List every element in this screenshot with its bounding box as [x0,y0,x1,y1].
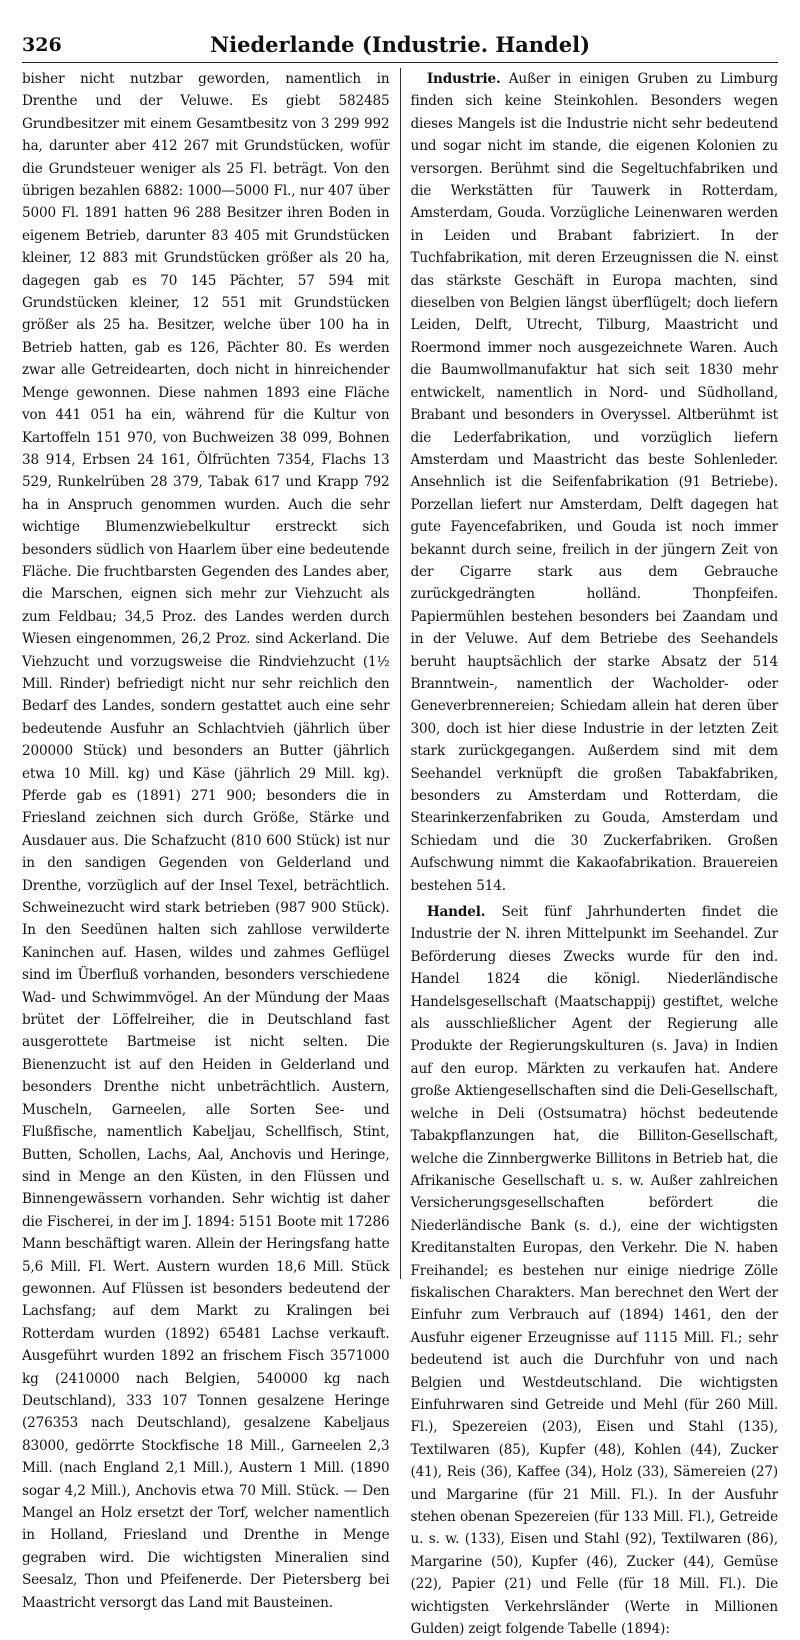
page-title: Niederlande (Industrie. Handel) [209,32,591,57]
page-header [22,28,778,63]
section-text-industrie: Außer in einigen Gruben zu Limburg finden sich keine Steinkohlen. Besonders wegen dieses Mangels ist die Industrie nicht sehr bedeutend und sogar nicht im stande, die eigenen Kolonien zu versorgen. Berühmt sind die Segeltuchfabriken und die Werkstätten für Tauwerk in Rotterdam, Amsterdam, Gouda. Vorzügliche Leinenwaren werden in Leiden und Brabant fabriziert. In der Tuchfabrikation, mit deren Erzeugnissen die N. einst das stärkste Geschäft in Europa machten, sind dieselben von Belgien längst überflügelt; doch liefern Leiden, Delft, Utrecht, Tilburg, Maastricht und Roermond immer noch ausgezeichnete Waren. Auch die Baumwollmanufaktur hat sich seit 1830 mehr entwickelt, namentlich in Nord- und Südholland, Brabant und besonders in Overyssel. Altberühmt ist die Lederfabrikation, und vorzüglich liefern Amsterdam und Maastricht das beste Sohlenleder. Ansehnlich ist die Seifenfabrikation (91 Betriebe). Porzellan liefert nur Amsterdam, Delft dagegen hat gute Fayencefabriken, und Gouda ist noch immer bekannt durch seine, freilich in der jüngern Zeit von der Cigarre stark aus dem Gebrauche zurückgedrängten holländ. Thonpfeifen. Papiermühlen bestehen besonders bei Zaandam und in der Veluwe. Auf dem Betriebe des Seehandels beruht hauptsächlich der starke Absatz der 514 Branntwein-, namentlich der Wacholder- oder Geneverbrennereien; Schiedam allein hat deren über 300, doch ist hier diese Industrie in der letzten Zeit stark zurückgegangen. Außerdem sind mit dem Seehandel verknüpft die großen Tabakfabriken, besonders zu Amsterdam und Rotterdam, die Stearinkerzenfabriken zu Gouda, Amsterdam und Schiedam und die 30 Zuckerfabriken. Großen Aufschwung nimmt die Kakaofabrikation. Brauereien bestehen 514. [410,71,778,894]
right-column [401,68,779,1638]
page-number: 326 [22,34,62,56]
left-column-text: bisher nicht nutzbar geworden, namentlich in Drenthe und der Veluwe. Es giebt 582485 Grundbesitzer mit einem Gesamtbesitz von 3 299 992 ha, darunter aber 412 267 mit Grundstücken, wofür die Grundsteuer weniger als 25 Fl. beträgt. Von den übrigen bezahlen 6882: 1000—5000 Fl., nur 407 über 5000 Fl. 1891 hatten 96 288 Besitzer ihren Boden in eigenem Betrieb, darunter 83 405 mit Grundstücken kleiner, 12 883 mit Grundstücken größer als 20 ha, dagegen gab es 70 145 Pächter, 57 594 mit Grundstücken kleiner, 12 551 mit Grundstücken größer als 25 ha. Besitzer, welche über 100 ha in Betrieb hatten, gab es 126, Pächter 80. Es werden zwar alle Getreidearten, doch nicht in hinreichender Menge gewonnen. Diese nahmen 1893 eine Fläche von 441 051 ha ein, während für die Kultur von Kartoffeln 151 970, von Buchweizen 38 099, Bohnen 38 914, Erbsen 24 161, Ölfrüchten 7354, Flachs 13 529, Runkelrüben 28 379, Tabak 617 und Krapp 792 ha in Anspruch genommen wurden. Auch die sehr wichtige Blumenzwiebelkultur erstreckt sich besonders südlich von Haarlem über eine bedeutende Fläche. Die fruchtbarsten Gegenden des Landes aber, die Marschen, eignen sich mehr zur Viehzucht als zum Feldbau; 34,5 Proz. des Landes werden durch Wiesen eingenommen, 26,2 Proz. sind Ackerland. Die Viehzucht und vorzugsweise die Rindviehzucht (1½ Mill. Rinder) befriedigt nicht nur sehr reichlich den Bedarf des Landes, sondern gestattet auch eine sehr bedeutende Ausfuhr an Schlachtvieh (jährlich über 200000 Stück) und besonders an Butter (jährlich etwa 10 Mill. kg) und Käse (jährlich 29 Mill. kg). Pferde gab es (1891) 271 900; besonders die in Friesland zeichnen sich durch Größe, Stärke und Ausdauer aus. Die Schafzucht (810 600 Stück) ist nur in den sandigen Gegenden von Gelderland und Drenthe, vorzüglich auf der Insel Texel, beträchtlich. Schweinezucht wird stark betrieben (987 900 Stück). In den Seedünen halten sich zahllose verwilderte Kaninchen auf. Hasen, wildes und zahmes Geflügel sind im Überfluß vorhanden, besonders verschiedene Wad- und Schwimmvögel. An der Mündung der Maas brütet der Löffelreiher, die in Deutschland fast ausgerottete Bartmeise ist nicht selten. Die Bienenzucht ist auf den Heiden in Gelderland und besonders Drenthe nicht unbeträchtlich. Austern, Muscheln, Garneelen, alle Sorten See- und Flußfische, namentlich Kabeljau, Schellfisch, Stint, Butten, Schollen, Lachs, Aal, Anchovis und Heringe, sind in Menge an den Küsten, in den Flüssen und Binnengewässern vorhanden. Sehr wichtig ist daher die Fischerei, in der im J. 1894: 5151 Boote mit 17286 Mann beschäftigt waren. Allein der Heringsfang hatte 5,6 Mill. Fl. Wert. Austern wurden 18,6 Mill. Stück gewonnen. Auf Flüssen ist besonders bedeutend der Lachsfang; auf dem Markt zu Kralingen bei Rotterdam wurden (1892) 65481 Lachse verkauft. Ausgeführt wurden 1892 an frischem Fisch 3571000 kg (2410000 nach Belgien, 540000 kg nach Deutschland), 333 107 Tonnen gesalzene Heringe (276353 nach Deutschland), gesalzene Kabeljaus 83000, gedörrte Stockfische 18 Mill., Garneelen 2,3 Mill. (nach England 2,1 Mill.), Austern 1 Mill. (1890 sogar 4,2 Mill.), Anchovis etwa 70 Mill. Stück. — Den Mangel an Holz ersetzt der Torf, welcher namentlich in Holland, Friesland und Drenthe in Menge gegraben wird. Die wichtigsten Mineralien sind Seesalz, Thon und Pfeifenerde. Der Pietersberg bei Maastricht versorgt das Land mit Bausteinen. [22,71,390,1611]
left-column [22,68,400,1611]
section-industrie [411,68,779,897]
section-handel [411,901,779,1640]
text-columns [22,68,778,1638]
section-text-handel: Seit fünf Jahrhunderten findet die Industrie der N. ihren Mittelpunkt im Seehandel. Zur Beförderung dieses Zwecks wurde für den ind. Handel 1824 die königl. Niederländische Handelsgesellschaft (Maatschappij) gestiftet, welche als ausschließlicher Agent der Regierung alle Produkte der Regierungskulturen (s. Java) in Indien auf den europ. Märkten zu verkaufen hat. Andere große Aktiengesellschaften sind die Deli-Gesellschaft, welche in Deli (Ostsumatra) höchst bedeutende Tabakpflanzungen hat, die Billiton-Gesellschaft, welche die Zinnbergwerke Billitons in Betrieb hat, die Afrikanische Gesellschaft u. s. w. Außer zahlreichen Versicherungsgesellschaften befördert die Niederländische Bank (s. d.), eine der wichtigsten Kreditanstalten Europas, den Verkehr. Die N. haben Freihandel; es bestehen nur einige niedrige Zölle fiskalischen Charakters. Man berechnet den Wert der Einfuhr zum Verbrauch auf (1894) 1461, den der Ausfuhr eigener Erzeugnisse auf 1115 Mill. Fl.; sehr bedeutend ist auch die Durchfuhr von und nach Belgien und Westdeutschland. Die wichtigsten Einfuhrwaren sind Getreide und Mehl (für 260 Mill. Fl.), Spezereien (203), Eisen und Stahl (135), Textilwaren (85), Kupfer (48), Kohlen (44), Zucker (41), Reis (36), Kaffee (34), Holz (33), Sämereien (27) und Margarine (für 21 Mill. Fl.). In der Ausfuhr stehen obenan Spezereien (für 133 Mill. Fl.), Getreide u. s. w. (133), Eisen und Stahl (92), Textilwaren (86), Margarine (50), Kupfer (46), Zucker (44), Gemüse (22), Papier (21) und Felle (für 18 Mill. Fl.). Die wichtigsten Verkehrsländer (Werte in Millionen Gulden) zeigt folgende Tabelle (1894): [410,904,778,1638]
section-heading-handel: Handel. [426,904,486,921]
section-heading-industrie: Industrie. [426,71,501,87]
